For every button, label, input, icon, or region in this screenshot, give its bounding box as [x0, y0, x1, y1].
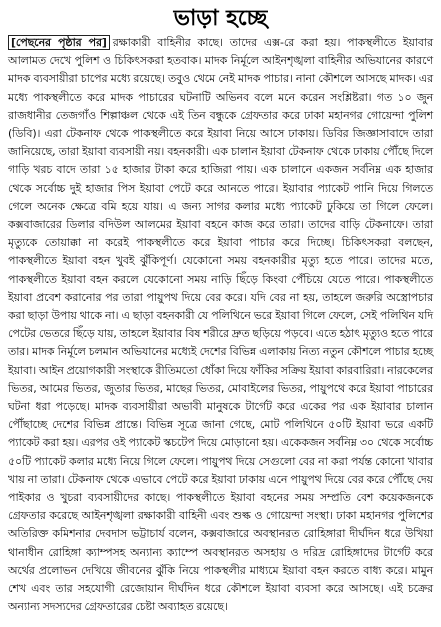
continuation-label: [পেছনের পৃষ্ঠার পর]	[8, 35, 110, 50]
article-body-text: রক্ষাকারী বাহিনীর কাছে। তাদের এক্স-রে করা হয়। পাকস্থলীতে ইয়াবার আলামত দেখে পুলিশ ও চিকিৎসকরা হতবাক। মাদক নির্মূলে আইনশৃঙ্খলা বাহিনীর অভিযানের কারণে মাদক ব্যবসায়ীরা চাপের মধ্যে রয়েছে। তবুও থেমে নেই মাদক পাচার। নানা কৌশলে আসছে মাদক। এর মধ্যে পাকস্থলীতে করে মাদক পাচারের ঘটনাটি অভিনব বলে মনে করেন সংশ্লিষ্টরা। গত ১০ জুন রাজধানীর তেজগাঁও শিল্পাঞ্চল থেকে এই তিন বন্ধুকে গ্রেফতার করে ঢাকা মহানগর গোয়েন্দা পুলিশ (ডিবি)। এরা টেকনাফ থেকে পাকস্থলীতে করে ইয়াবা নিয়ে আসে ঢাকায়। ডিবির জিজ্ঞাসাবাদে তারা জানিয়েছে, তারা ইয়াবা ব্যবসায়ী নয়। বহনকারী। এক চালান ইয়াবা টেকনাফ থেকে ঢাকায় পৌঁছে দিলে গাড়ি খরচ বাদে তারা ১৫ হাজার টাকা করে হাজিরা পায়। এক চালানে একজন সর্বনিম্ন এক হাজার থেকে সর্বোচ্চ দুই হাজার পিস ইয়াবা পেটে করে আনতে পারে। ইয়াবার প্যাকেট পানি দিয়ে গিলতে গেলে অনেক ক্ষেত্রে বমি হয়ে যায়। এ জন্য সাগর কলার মধ্যে প্যাকেট ঢুকিয়ে তা গিলে ফেলে। কক্সবাজারের ডিলার বদিউল আলমের ইয়াবা বহনে কাজ করে তারা। তাদের বাড়ি টেকনাফে। তারা মৃত্যুকে তোয়াক্কা না করেই পাকস্থলীতে করে ইয়াবা পাচার করে দিচ্ছে। চিকিৎসকরা বলছেন, পাকস্থলীতে ইয়াবা বহন খুবই ঝুঁকিপূর্ণ। যেকোনো সময় বহনকারীর মৃত্যু হতে পারে। তাদের মতে, পাকস্থলীতে ইয়াবা বহন করলে যেকোনো সময় নাড়ি ছিঁড়ে কিংবা পেঁচিয়ে যেতে পারে। পাকস্থলীতে ইয়াবা প্রবেশ করানোর পর তারা পায়ুপথ দিয়ে বের করে। যদি বের না হয়, তাহলে জরুরি অস্ত্রোপচার করা ছাড়া উপায় থাকে না। এ ছাড়া বহনকারী যে পলিথিনে ভরে ইয়াবা গিলে ফেলে, সেই পলিথিন যদি পেটের ভেতরে ছিঁড়ে যায়, তাহলে ইয়াবার বিষ শরীরে দ্রুত ছড়িয়ে পড়বে। এতে হঠাৎ মৃত্যুও হতে পারে তার। মাদক নির্মূলে চলমান অভিযানের মধ্যেই দেশের বিভিন্ন এলাকায় নিত্য নতুন কৌশলে পাচার হচ্ছে ইয়াবা। আইন প্রয়োগকারী সংস্থাকে রীতিমতো ধোঁকা দিয়ে ফাঁকির সক্রিয় ইয়াবা কারবারিরা। নারকেলের ভিতর, আমের ভিতর, জুতার ভিতর, মাছের ভিতর, মোবাইলের ভিতর, পায়ুপথে করে ইয়াবা পাচারের ঘটনা ধরা পড়েছে। মাদক ব্যবসায়ীরা অভাবী মানুষকে টার্গেট করে একের পর এক ইয়াবার চালান পৌঁছাচ্ছে দেশের বিভিন্ন প্রান্তে। বিভিন্ন সূত্রে জানা গেছে, মোট পলিথিনে ৫০টি ইয়াবা ভরে একটি প্যাকেট করা হয়। এরপর ওই প্যাকেট স্কচটেপ দিয়ে মোড়ানো হয়। একেকজন সর্বনিম্ন ৩০ থেকে সর্বোচ্চ ৫০টি প্যাকেট কলার মধ্যে নিয়ে গিলে ফেলে। পায়ুপথ দিয়ে সেগুলো বের না করা পর্যন্ত কোনো খাবার খায় না তারা। টেকনাফ থেকে এভাবে পেটে করে ইয়াবা ঢাকায় এনে পায়ুপথ দিয়ে বের করে পৌঁছে দেয় পাইকার ও খুচরা ব্যবসায়ীদের কাছে। পাকস্থলীতে ইয়াবা বহনের সময় সম্প্রতি বেশ কয়েকজনকে গ্রেফতার করেছে আইনশৃঙ্খলা রক্ষাকারী বাহিনী এবং শুল্ক ও গোয়েন্দা সংস্থা। ঢাকা মহানগর পুলিশের অতিরিক্ত কমিশনার দেবদাস ভট্টাচার্য বলেন, কক্সবাজারে অবস্থানরত রোহিঙ্গারা দীর্ঘদিন ধরে উখিয়া থানাধীন রোহিঙ্গা ক্যাম্পসহ অন্যান্য ক্যাম্পে অবস্থানরত অসহায় ও দরিদ্র রোহিঙ্গাদের টার্গেট করে অর্থের প্রলোভন দেখিয়ে জীবনের ঝুঁকি নিয়ে পাকস্থলীর মাধ্যমে ইয়াবা বহন করতে বাধ্য করে। মামুন শেখ এবং তার সহযোগী রেজোয়ান দীর্ঘদিন ধরে কৌশলে ইয়াবা ব্যবসা করে আসছে। এই চক্রের অন্যান্য সদস্যদের গ্রেফতারের চেষ্টা অব্যাহত রয়েছে।	[8, 36, 433, 614]
article-body	[8, 34, 433, 617]
article-headline: ভাড়া হচ্ছে	[173, 5, 268, 31]
